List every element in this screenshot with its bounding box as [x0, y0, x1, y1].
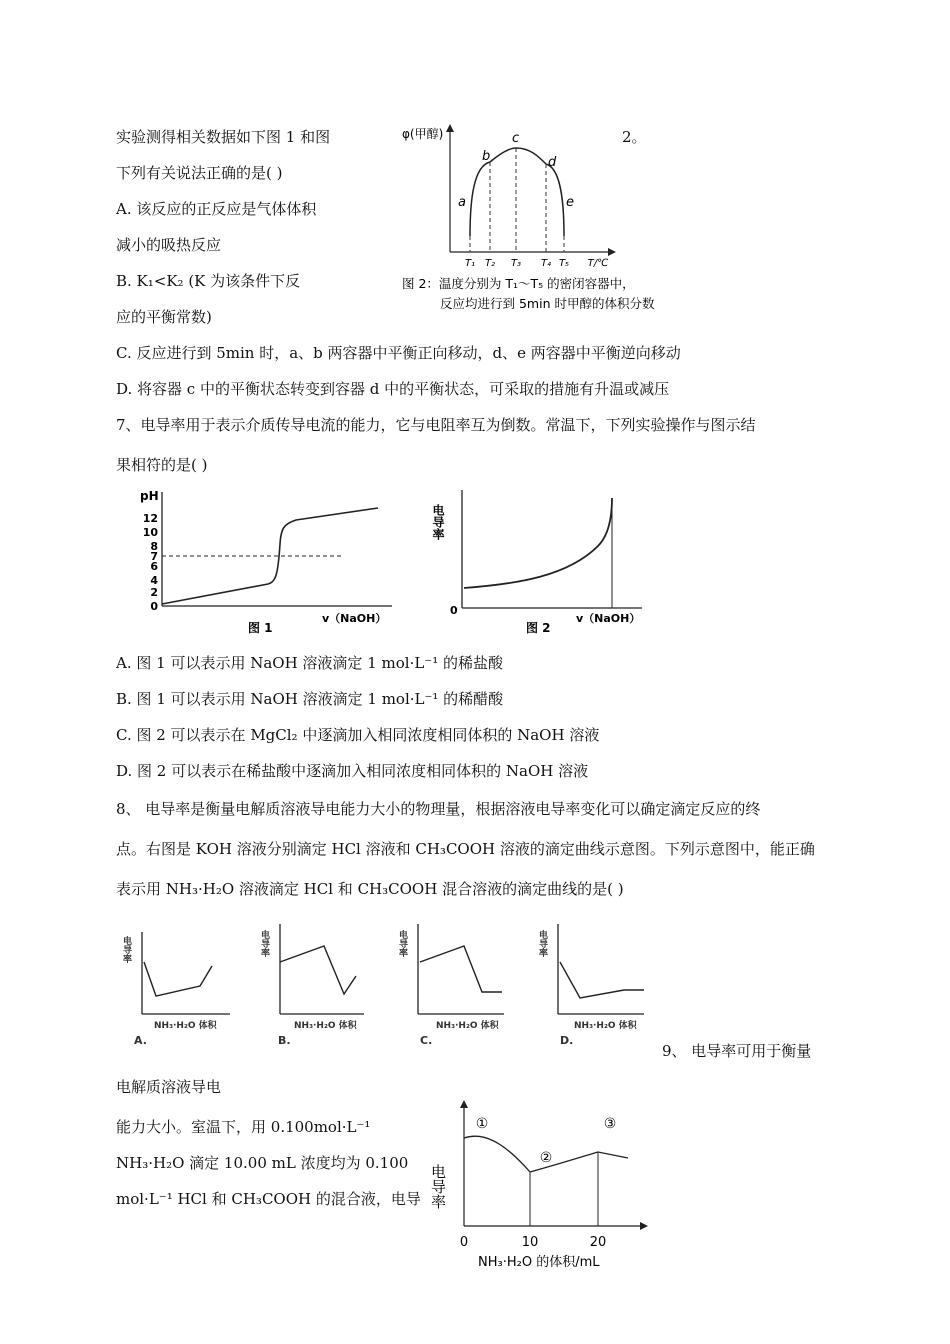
q7-fig2-origin: 0: [450, 604, 458, 617]
q7-stem-1: 7、电导率用于表示介质传导电流的能力，它与电阻率互为倒数。常温下，下列实验操作与图示结: [116, 416, 756, 434]
q9-stem: 9、 电导率可用于衡量: [662, 1042, 812, 1060]
q9-line-3: 能力大小。室温下，用 0.100mol·L⁻¹: [116, 1118, 371, 1136]
q8-d-label: D.: [560, 1034, 574, 1047]
q9-figure: [429, 1096, 652, 1272]
q6-option-c: C. 反应进行到 5min 时，a、b 两容器中平衡正向移动，d、e 两容器中平衡逆向移动: [116, 344, 681, 362]
q6-fig2-tick-t5: T₅: [558, 258, 570, 269]
q7-fig1-ytick: 2: [150, 586, 158, 599]
q6-fig2-point-b: b: [482, 149, 491, 164]
q7-fig1-ytick: 10: [142, 526, 158, 539]
q7-fig1-ytick: 7: [150, 550, 158, 563]
q6-option-d: D. 将容器 c 中的平衡状态转变到容器 d 中的平衡状态，可采取的措施有升温或减压: [116, 380, 670, 398]
q8-c-xlabel: NH₃·H₂O 体积: [436, 1021, 499, 1031]
q6-option-a-1: A. 该反应的正反应是气体体积: [116, 200, 317, 218]
q6-fig2-point-d: d: [548, 155, 557, 170]
q8-graph-a: [121, 932, 230, 1047]
q6-fig2-point-c: c: [512, 131, 520, 146]
q8-stem-2: 点。右图是 KOH 溶液分别滴定 HCl 溶液和 CH₃COOH 溶液的滴定曲线示意图。下列示意图中，能正确: [116, 840, 815, 858]
q9-fig-xlabel: NH₃·H₂O 的体积/mL: [478, 1255, 600, 1270]
q9-line-4: NH₃·H₂O 滴定 10.00 mL 浓度均为 0.100: [116, 1154, 409, 1172]
q7-fig1-ytick: 8: [150, 540, 158, 553]
q7-option-b: B. 图 1 可以表示用 NaOH 溶液滴定 1 mol·L⁻¹ 的稀醋酸: [116, 690, 504, 708]
q6-fig2-point-e: e: [566, 195, 574, 210]
q7-fig1-ylabel: pH: [140, 489, 159, 503]
q7-option-a: A. 图 1 可以表示用 NaOH 溶液滴定 1 mol·L⁻¹ 的稀盐酸: [116, 654, 503, 672]
q8-d-ylabel: 电导率: [537, 930, 547, 957]
q6-figure-2: [398, 118, 655, 318]
q8-graph-b: [259, 924, 364, 1047]
q7-option-d: D. 图 2 可以表示在稀盐酸中逐滴加入相同浓度相同体积的 NaOH 溶液: [116, 762, 589, 780]
q8-c-ylabel: 电导率: [397, 930, 407, 957]
q8-b-ylabel: 电导率: [259, 930, 269, 957]
q8-stem-3: 表示用 NH₃·H₂O 溶液滴定 HCl 和 CH₃COOH 混合溶液的滴定曲线的是( ): [116, 880, 624, 898]
q6-line1-tail: 2。: [622, 128, 647, 146]
q8-a-ylabel: 电导率: [121, 936, 131, 963]
q8-c-label: C.: [420, 1034, 433, 1047]
q7-figure-1: [130, 484, 400, 640]
q9-fig-tick: 10: [521, 1235, 539, 1250]
q9-fig-ylabel: 电导率: [429, 1164, 447, 1209]
q6-question: 下列有关说法正确的是( ): [116, 164, 283, 182]
q6-option-b-2: 应的平衡常数): [116, 308, 212, 326]
q8-b-label: B.: [278, 1034, 291, 1047]
q7-fig2-caption: 图 2: [526, 621, 551, 635]
q6-fig2-tick-t1: T₁: [464, 258, 476, 269]
q6-line1: 实验测得相关数据如下图 1 和图: [116, 128, 331, 146]
q6-fig2-tick-t3: T₃: [510, 258, 522, 269]
q8-a-xlabel: NH₃·H₂O 体积: [154, 1021, 217, 1031]
q9-fig-mark-1: ①: [475, 1116, 489, 1132]
q7-fig1-ytick: 4: [150, 574, 158, 587]
q8-a-label: A.: [134, 1034, 147, 1047]
q9-fig-tick: 0: [459, 1235, 469, 1250]
q7-fig1-ytick: 12: [142, 512, 158, 525]
q7-stem-2: 果相符的是( ): [116, 456, 208, 474]
q8-b-xlabel: NH₃·H₂O 体积: [294, 1021, 357, 1031]
q6-option-a-2: 减小的吸热反应: [116, 236, 222, 254]
q6-fig2-ylabel: φ(甲醇): [402, 127, 444, 141]
q7-fig2-ylabel: 电导率: [431, 504, 445, 540]
q6-option-b-1: B. K₁<K₂ (K 为该条件下反: [116, 272, 301, 290]
q9-line-2: 电解质溶液导电: [116, 1078, 222, 1096]
q7-fig1-caption: 图 1: [248, 621, 273, 635]
q9-fig-tick: 20: [589, 1235, 607, 1250]
q7-fig2-xlabel: v（NaOH）: [576, 612, 641, 625]
q7-fig1-xlabel: v（NaOH）: [322, 612, 387, 625]
q6-fig2-caption-2: 反应均进行到 5min 时甲醇的体积分数: [440, 296, 655, 311]
q8-d-xlabel: NH₃·H₂O 体积: [574, 1021, 637, 1031]
q6-fig2-tick-t2: T₂: [484, 258, 496, 269]
q9-fig-mark-2: ②: [539, 1150, 553, 1166]
q8-graph-c: [397, 924, 504, 1047]
q8-stem-1: 8、 电导率是衡量电解质溶液导电能力大小的物理量，根据溶液电导率变化可以确定滴定反应的终: [116, 800, 761, 818]
q7-fig1-ytick: 6: [150, 560, 158, 573]
q9-line-5: mol·L⁻¹ HCl 和 CH₃COOH 的混合液，电导: [116, 1190, 421, 1208]
q7-figure-2: [428, 484, 658, 640]
q8-option-graphs: [118, 916, 648, 1056]
q7-fig1-ytick: 0: [150, 600, 158, 613]
q8-graph-d: [537, 924, 644, 1047]
q6-fig2-tick-t4: T₄: [540, 258, 552, 269]
q6-fig2-caption-1: 图 2：温度分别为 T₁～T₅ 的密闭容器中，: [402, 276, 635, 291]
q6-fig2-point-a: a: [458, 195, 466, 210]
q9-fig-mark-3: ③: [603, 1116, 617, 1132]
q6-fig2-xunit: T/℃: [587, 258, 609, 269]
q7-option-c: C. 图 2 可以表示在 MgCl₂ 中逐滴加入相同浓度相同体积的 NaOH 溶液: [116, 726, 600, 744]
